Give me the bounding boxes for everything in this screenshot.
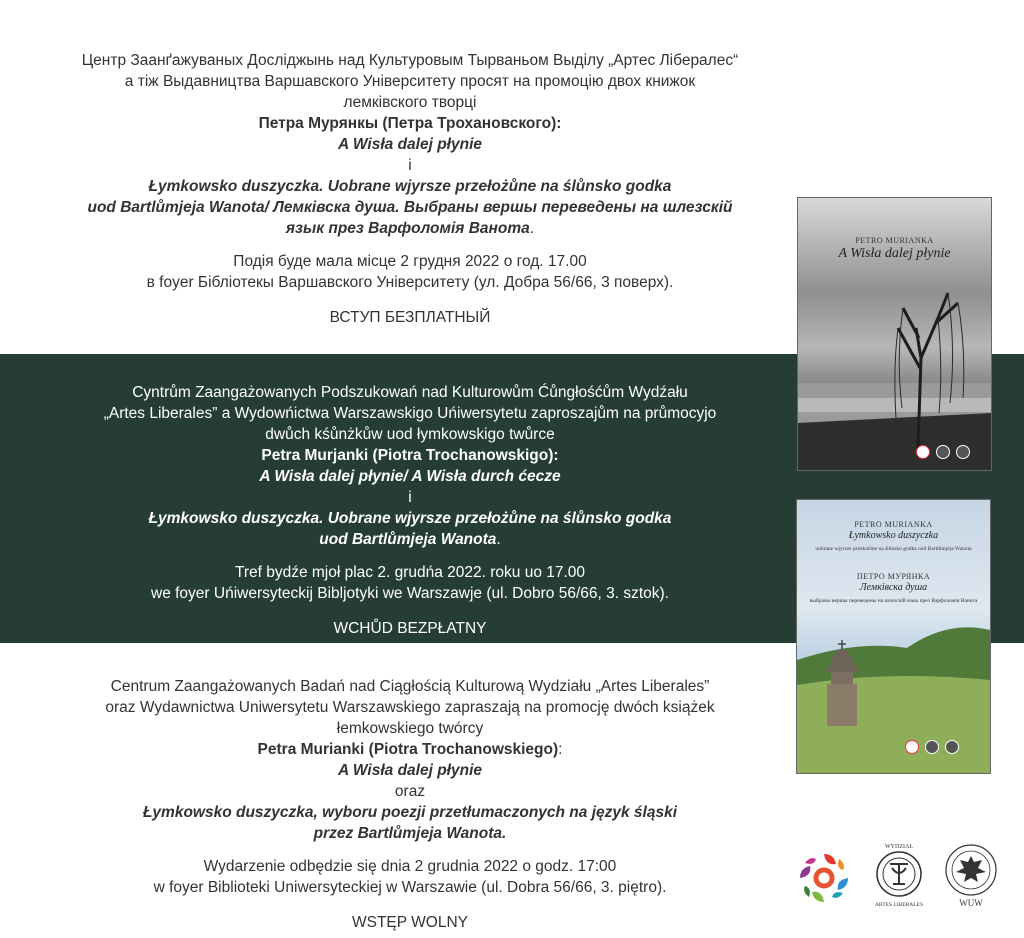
- event-info: we foyer Uńiwersyteckij Bibljotyki we Warszawje (ul. Dobro 56/66, 3. sztok).: [151, 585, 669, 602]
- artes-liberales-logo-icon: [866, 838, 932, 910]
- university-seal-icon: [956, 445, 970, 459]
- punctuation: :: [558, 741, 563, 758]
- book-title-2: Łymkowsko duszyczka, wyboru poezji przetłumaczonych na język śląski: [142, 804, 678, 821]
- university-seal-icon: [945, 740, 959, 754]
- center-logo-icon: [905, 740, 919, 754]
- book-title-2: przez Bartlůmjeja Wanota.: [313, 825, 507, 842]
- intro-line: Centrum Zaangażowanych Badań nad Ciągłością Kulturową Wydziału „Artes Liberales”: [110, 678, 710, 695]
- event-info: в foyer Бібліотекы Варшавского Універcитету (ул. Добра 56/66, 3 поверх).: [146, 274, 674, 291]
- cover-logos: [905, 740, 959, 754]
- book-cover-a-wisla: [798, 198, 991, 470]
- author-name: Петра Мурянкы (Петра Трохановского):: [258, 115, 562, 132]
- center-logo-icon: [916, 445, 930, 459]
- artes-liberales-logo-icon: [936, 445, 950, 459]
- book-title-2: uod Bartlůmjeja Wanota/ Лемківска душа. Выбраны вершы переведены на шлезскій: [87, 199, 733, 216]
- lemko-announcement: [40, 50, 780, 328]
- cover-title-cyrillic: Лемківска душа: [859, 582, 928, 593]
- book-cover-lymkowsko-duszyczka: [797, 500, 990, 773]
- cover-author-cyrillic: ПЕТРО МУРЯНКА: [856, 572, 931, 581]
- author-name: Petra Murianki (Piotra Trochanowskiego): [257, 741, 559, 758]
- cover-logos: [916, 445, 970, 459]
- intro-line: oraz Wydawnictwa Uniwersytetu Warszawskiego zapraszają na promocję dwóch książek: [105, 699, 715, 716]
- intro-line: dwůch kśůnżkůw uod łymkowskigo twůrce: [265, 426, 555, 443]
- entry-info: WCHŮD BEZPŁATNY: [333, 620, 487, 637]
- cover-subtitle: uobrane wjyrsze przełożůne na ślůnsko godka uod Bartlůmjeja Wanota: [815, 546, 972, 552]
- conjunction: i: [408, 489, 412, 506]
- entry-info: ВСТУП БЕЗПЛАТНЫЙ: [329, 309, 491, 326]
- polish-announcement: [40, 676, 780, 933]
- book-title-1: A Wisła dalej płynie: [338, 136, 482, 153]
- punctuation: .: [496, 531, 501, 548]
- cover-author: PETRO MURIANKA: [855, 236, 934, 245]
- book-title-2: язык през Варфоломія Ванота: [285, 220, 530, 237]
- book-title-1: A Wisła dalej płynie: [338, 762, 482, 779]
- book-title-2: Łymkowsko duszyczka. Uobrane wjyrsze przełożůne na ślůnsko godka: [148, 510, 672, 527]
- book-title-2: uod Bartlůmjeja Wanota: [319, 531, 497, 548]
- logo-text: ARTES LIBERALES: [874, 902, 924, 908]
- book-title-2: Łymkowsko duszyczka. Uobrane wjyrsze przełożůne na ślůnsko godka: [148, 178, 672, 195]
- event-info: Tref bydźe mjoł plac 2. grudńa 2022. roku uo 17.00: [234, 564, 586, 581]
- logo-text: WYDZIAŁ: [885, 844, 913, 850]
- entry-info: WSTĘP WOLNY: [352, 914, 468, 931]
- conjunction: і: [408, 157, 412, 174]
- conjunction: oraz: [394, 783, 426, 800]
- event-info: Wydarzenie odbędzie się dnia 2 grudnia 2022 o godz. 17:00: [203, 858, 617, 875]
- intro-line: Cyntrům Zaangażowanych Podszukowań nad Kulturowům Ćůngłośćům Wydźału: [132, 384, 688, 401]
- event-info: Подія буде мала місце 2 грудня 2022 о год. 17.00: [233, 253, 587, 270]
- event-info: w foyer Biblioteki Uniwersyteckiej w Warszawie (ul. Dobra 56/66, 3. piętro).: [153, 879, 667, 896]
- artes-liberales-logo-icon: [925, 740, 939, 754]
- author-name: Petra Murjanki (Piotra Trochanowskigo):: [261, 447, 559, 464]
- silesian-announcement: [40, 382, 780, 639]
- book-title-1: A Wisła dalej płynie/ A Wisła durch ćecze: [259, 468, 561, 485]
- cover-subtitle-cyrillic: выбраны вершы переведены на шлезскій язык през Варфоломія Ванота: [809, 598, 978, 604]
- intro-line: Центр Заанґажуваных Досліджынь над Культуровым Тырваньом Выділу „Артес Лібералес“: [81, 52, 739, 69]
- intro-line: łemkowskiego twórcy: [336, 720, 484, 737]
- intro-line: „Artes Liberales” a Wydowńictwa Warszawskigo Uńiwersytetu zaproszajům na průmocyjo: [103, 405, 717, 422]
- cover-title: A Wisła dalej płynie: [838, 246, 951, 261]
- intro-line: а тіж Выдавництва Варшавского Універcитету просят на промоцію двох книжок: [124, 73, 696, 90]
- wuw-text: WUW: [959, 898, 983, 908]
- intro-line: лемківского творці: [343, 94, 477, 111]
- punctuation: .: [529, 220, 535, 237]
- center-logo-icon: [796, 850, 852, 906]
- cover-title: Łymkowsko duszyczka: [848, 530, 939, 541]
- cover-author: PETRO MURIANKA: [854, 520, 933, 529]
- university-seal-icon: [938, 838, 1004, 910]
